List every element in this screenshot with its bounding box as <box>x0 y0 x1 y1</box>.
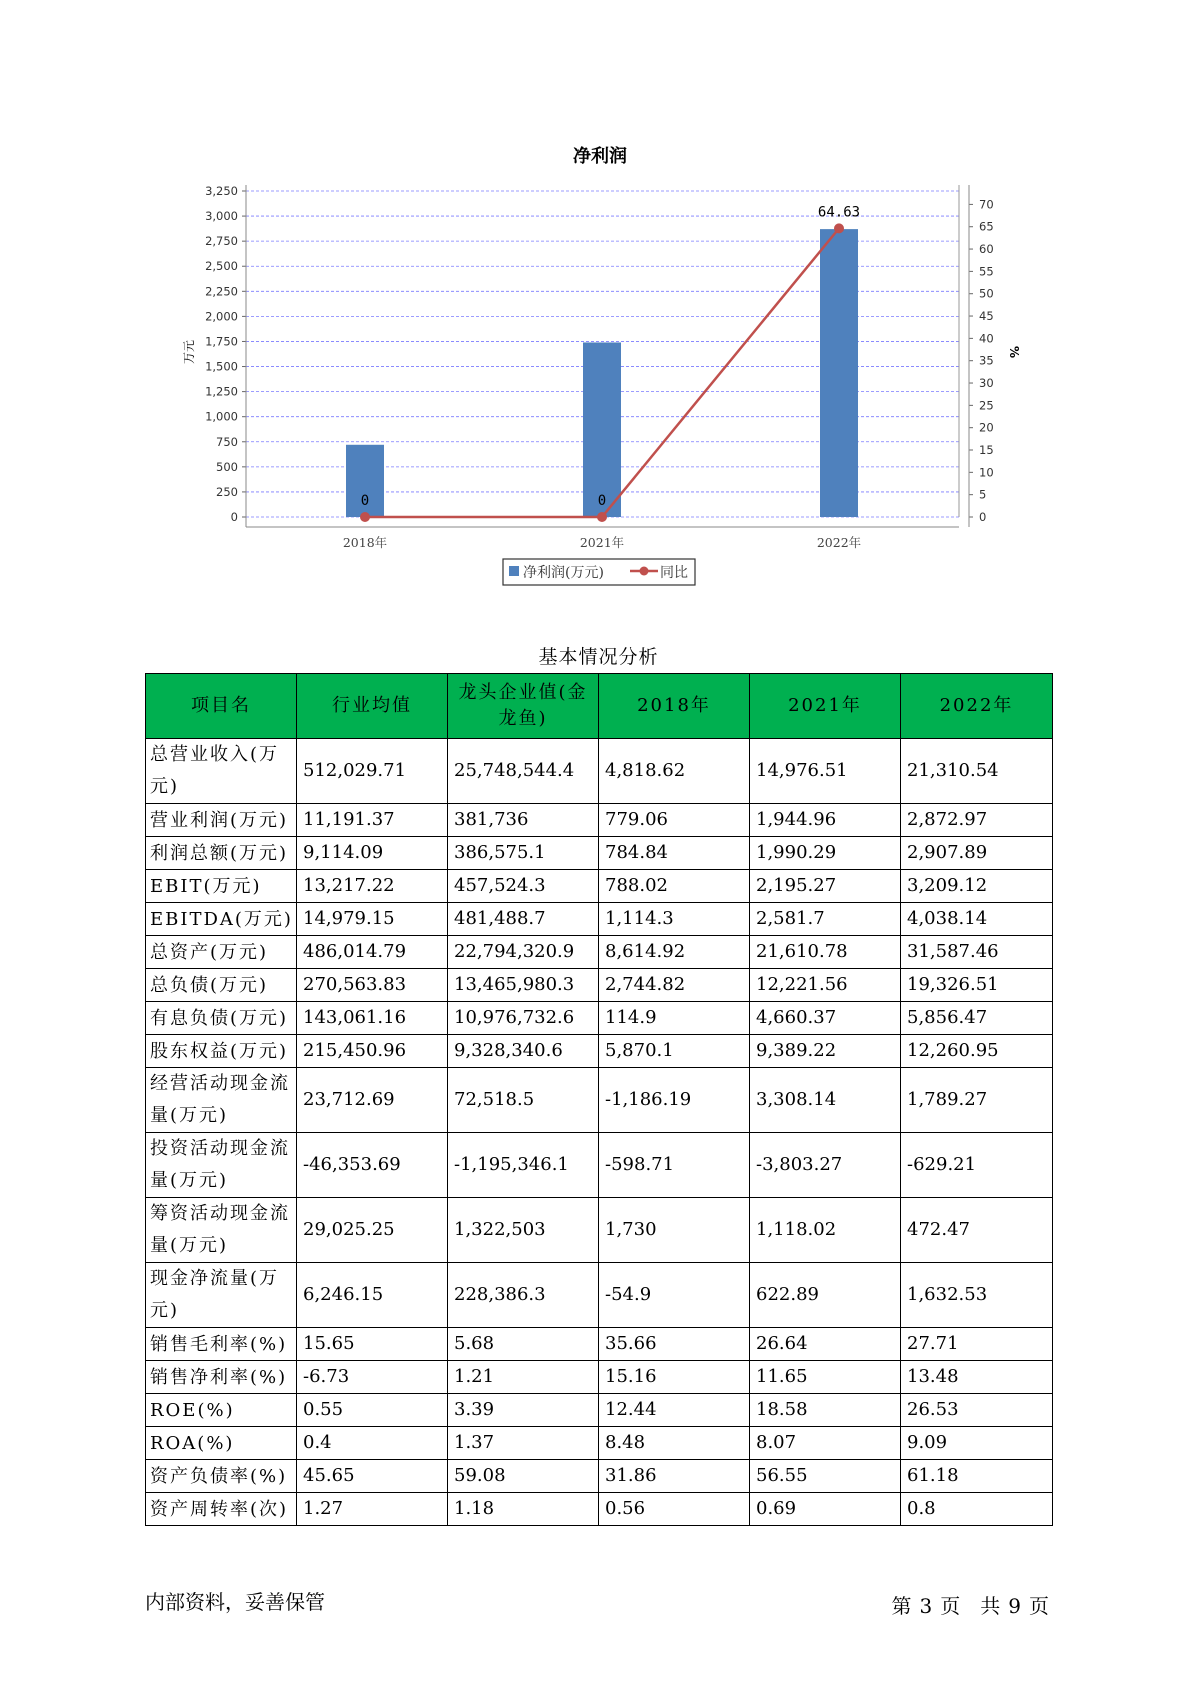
table-cell: 215,450.96 <box>297 1035 448 1068</box>
table-cell: 12,260.95 <box>901 1035 1053 1068</box>
table-cell: 8.07 <box>750 1427 901 1460</box>
table-cell: 1,730 <box>599 1198 750 1263</box>
table-cell: 35.66 <box>599 1328 750 1361</box>
legend-label-line: 同比 <box>660 565 688 581</box>
table-cell: 3,308.14 <box>750 1068 901 1133</box>
table-row <box>146 804 1053 837</box>
y2-axis-label: % <box>1007 345 1021 359</box>
y-tick-label: 250 <box>216 484 238 499</box>
table-cell: 481,488.7 <box>448 903 599 936</box>
table-cell: 1,789.27 <box>901 1068 1053 1133</box>
table-cell: 1,990.29 <box>750 837 901 870</box>
y-tick-label: 0 <box>230 510 238 524</box>
table-cell: 21,310.54 <box>901 739 1053 804</box>
row-label: 有息负债(万元) <box>146 1002 297 1035</box>
header-industry-avg: 行业均值 <box>297 674 448 739</box>
table-cell: 25,748,544.4 <box>448 739 599 804</box>
table-cell: -3,803.27 <box>750 1133 901 1198</box>
y2-tick-label: 35 <box>979 353 994 368</box>
table-cell: 779.06 <box>599 804 750 837</box>
table-cell: 228,386.3 <box>448 1263 599 1328</box>
table-cell: 9.09 <box>901 1427 1053 1460</box>
y-tick-label: 2,500 <box>205 259 238 274</box>
row-label: 总资产(万元) <box>146 936 297 969</box>
table-row <box>146 837 1053 870</box>
bar-net-profit <box>820 229 858 517</box>
point-yoy <box>597 512 607 522</box>
y-tick-label: 2,250 <box>205 284 238 299</box>
table-row <box>146 1460 1053 1493</box>
table-cell: 2,744.82 <box>599 969 750 1002</box>
y-tick-label: 2,750 <box>205 234 238 249</box>
table-cell: 12.44 <box>599 1394 750 1427</box>
table-cell: 5.68 <box>448 1328 599 1361</box>
y2-tick-label: 45 <box>979 309 994 324</box>
table-cell: 788.02 <box>599 870 750 903</box>
table-cell: 4,038.14 <box>901 903 1053 936</box>
table-cell: 0.56 <box>599 1493 750 1526</box>
x-tick-label: 2022年 <box>816 535 862 550</box>
table-cell: 486,014.79 <box>297 936 448 969</box>
table-cell: -54.9 <box>599 1263 750 1328</box>
table-cell: 0.8 <box>901 1493 1053 1526</box>
table-row <box>146 1328 1053 1361</box>
legend-label-bar: 净利润(万元) <box>523 565 604 581</box>
row-label: 股东权益(万元) <box>146 1035 297 1068</box>
legend-marker-yoy <box>640 567 649 576</box>
y-tick-label: 1,000 <box>205 409 238 424</box>
table-cell: 72,518.5 <box>448 1068 599 1133</box>
data-label: 0 <box>360 493 370 509</box>
table-cell: 8.48 <box>599 1427 750 1460</box>
table-row <box>146 936 1053 969</box>
x-tick-label: 2018年 <box>342 535 388 550</box>
y2-tick-label: 15 <box>979 443 994 458</box>
table-cell: 9,114.09 <box>297 837 448 870</box>
table-cell: 8,614.92 <box>599 936 750 969</box>
table-cell: -1,195,346.1 <box>448 1133 599 1198</box>
table-cell: 26.53 <box>901 1394 1053 1427</box>
table-row <box>146 1002 1053 1035</box>
table-cell: 457,524.3 <box>448 870 599 903</box>
y-tick-label: 2,000 <box>205 309 238 324</box>
y2-tick-label: 0 <box>979 510 987 524</box>
row-label: 经营活动现金流量(万元) <box>146 1068 297 1133</box>
y-axis-label: 万元 <box>182 339 196 365</box>
row-label: 销售毛利率(%) <box>146 1328 297 1361</box>
table-row <box>146 1035 1053 1068</box>
row-label: 营业利润(万元) <box>146 804 297 837</box>
data-label: 0 <box>597 493 607 509</box>
table-caption: 基本情况分析 <box>538 646 659 668</box>
net-profit-chart <box>0 0 1191 620</box>
table-cell: 1.18 <box>448 1493 599 1526</box>
bar-net-profit <box>583 342 621 517</box>
table-cell: 114.9 <box>599 1002 750 1035</box>
table-cell: 19,326.51 <box>901 969 1053 1002</box>
header-2021: 2021年 <box>750 674 901 739</box>
y2-tick-label: 10 <box>979 465 994 480</box>
y2-tick-label: 60 <box>979 242 994 257</box>
header-item-name: 项目名 <box>146 674 297 739</box>
table-row <box>146 1133 1053 1198</box>
table-cell: -598.71 <box>599 1133 750 1198</box>
table-body <box>146 739 1053 1526</box>
table-cell: 27.71 <box>901 1328 1053 1361</box>
table-cell: 13,465,980.3 <box>448 969 599 1002</box>
y2-tick-label: 70 <box>979 197 994 212</box>
table-cell: 1,632.53 <box>901 1263 1053 1328</box>
table-cell: 622.89 <box>750 1263 901 1328</box>
y2-tick-label: 5 <box>979 487 987 502</box>
row-label: ROE(%) <box>146 1394 297 1427</box>
y-tick-label: 3,250 <box>205 184 238 198</box>
table-cell: 0.69 <box>750 1493 901 1526</box>
table-cell: 59.08 <box>448 1460 599 1493</box>
y-tick-label: 1,750 <box>205 334 238 349</box>
row-label: 总负债(万元) <box>146 969 297 1002</box>
table-cell: 31,587.46 <box>901 936 1053 969</box>
table-cell: 5,856.47 <box>901 1002 1053 1035</box>
legend-swatch-bar <box>509 566 519 576</box>
y-tick-label: 1,250 <box>205 384 238 399</box>
table-cell: 23,712.69 <box>297 1068 448 1133</box>
table-cell: 13.48 <box>901 1361 1053 1394</box>
table-cell: 10,976,732.6 <box>448 1002 599 1035</box>
header-leader-value: 龙头企业值(金龙鱼) <box>448 674 599 739</box>
row-label: EBITDA(万元) <box>146 903 297 936</box>
table-cell: 15.16 <box>599 1361 750 1394</box>
table-cell: 0.55 <box>297 1394 448 1427</box>
page-number <box>888 1590 1053 1619</box>
table-row <box>146 1361 1053 1394</box>
table-cell: 4,660.37 <box>750 1002 901 1035</box>
table-cell: 11,191.37 <box>297 804 448 837</box>
table-cell: 1.27 <box>297 1493 448 1526</box>
row-label: 销售净利率(%) <box>146 1361 297 1394</box>
table-cell: 56.55 <box>750 1460 901 1493</box>
table-cell: 3.39 <box>448 1394 599 1427</box>
table-cell: 14,979.15 <box>297 903 448 936</box>
table-cell: 22,794,320.9 <box>448 936 599 969</box>
table-cell: 386,575.1 <box>448 837 599 870</box>
table-cell: 381,736 <box>448 804 599 837</box>
row-label: ROA(%) <box>146 1427 297 1460</box>
table-cell: 31.86 <box>599 1460 750 1493</box>
y2-tick-label: 40 <box>979 331 994 346</box>
table-row <box>146 739 1053 804</box>
page-prefix: 第 <box>891 1594 912 1618</box>
chart-title: 净利润 <box>573 146 627 167</box>
table-cell: -1,186.19 <box>599 1068 750 1133</box>
table-cell: 11.65 <box>750 1361 901 1394</box>
table-cell: 9,389.22 <box>750 1035 901 1068</box>
table-cell: 2,907.89 <box>901 837 1053 870</box>
row-label: 筹资活动现金流量(万元) <box>146 1198 297 1263</box>
basic-analysis-table <box>145 673 1053 1526</box>
table-cell: 1,114.3 <box>599 903 750 936</box>
row-label: EBIT(万元) <box>146 870 297 903</box>
table-cell: 61.18 <box>901 1460 1053 1493</box>
table-cell: 1,322,503 <box>448 1198 599 1263</box>
table-cell: -6.73 <box>297 1361 448 1394</box>
table-cell: 2,581.7 <box>750 903 901 936</box>
table-row <box>146 1263 1053 1328</box>
page-mid: 页 共 <box>940 1594 1001 1618</box>
table-row <box>146 1427 1053 1460</box>
table-cell: 26.64 <box>750 1328 901 1361</box>
table-cell: -629.21 <box>901 1133 1053 1198</box>
header-2018: 2018年 <box>599 674 750 739</box>
table-row <box>146 1198 1053 1263</box>
table-cell: 784.84 <box>599 837 750 870</box>
table-cell: 5,870.1 <box>599 1035 750 1068</box>
table-cell: 143,061.16 <box>297 1002 448 1035</box>
table-cell: 1,944.96 <box>750 804 901 837</box>
table-cell: 15.65 <box>297 1328 448 1361</box>
y-tick-label: 750 <box>216 434 238 449</box>
y-tick-label: 500 <box>216 459 238 474</box>
y-tick-label: 1,500 <box>205 359 238 374</box>
table-cell: 1,118.02 <box>750 1198 901 1263</box>
table-cell: 12,221.56 <box>750 969 901 1002</box>
y2-tick-label: 25 <box>979 398 994 413</box>
table-row <box>146 969 1053 1002</box>
y2-tick-label: 55 <box>979 264 994 279</box>
page-suffix: 页 <box>1029 1594 1049 1618</box>
data-label: 64.63 <box>817 204 861 221</box>
y2-tick-label: 50 <box>979 286 994 301</box>
row-label: 总营业收入(万元) <box>146 739 297 804</box>
table-row <box>146 870 1053 903</box>
y2-tick-label: 65 <box>979 219 994 234</box>
table-header-row <box>146 674 1053 739</box>
page-total: 9 <box>1008 1594 1021 1618</box>
table-cell: 472.47 <box>901 1198 1053 1263</box>
table-row <box>146 903 1053 936</box>
row-label: 资产周转率(次) <box>146 1493 297 1526</box>
point-yoy <box>834 223 844 233</box>
table-cell: 2,195.27 <box>750 870 901 903</box>
row-label: 投资活动现金流量(万元) <box>146 1133 297 1198</box>
table-cell: 4,818.62 <box>599 739 750 804</box>
table-cell: 21,610.78 <box>750 936 901 969</box>
table-cell: 1.21 <box>448 1361 599 1394</box>
y2-tick-label: 20 <box>979 420 994 435</box>
table-row <box>146 1394 1053 1427</box>
point-yoy <box>360 512 370 522</box>
table-cell: 14,976.51 <box>750 739 901 804</box>
row-label: 资产负债率(%) <box>146 1460 297 1493</box>
table-row <box>146 1068 1053 1133</box>
table-cell: 3,209.12 <box>901 870 1053 903</box>
table-cell: 6,246.15 <box>297 1263 448 1328</box>
table-cell: 270,563.83 <box>297 969 448 1002</box>
row-label: 利润总额(万元) <box>146 837 297 870</box>
page-current: 3 <box>919 1594 933 1618</box>
chart-svg <box>0 0 1191 620</box>
y2-tick-label: 30 <box>979 376 994 391</box>
y-tick-label: 3,000 <box>205 209 238 224</box>
table-row <box>146 1493 1053 1526</box>
table-cell: 29,025.25 <box>297 1198 448 1263</box>
row-label: 现金净流量(万元) <box>146 1263 297 1328</box>
table-cell: 13,217.22 <box>297 870 448 903</box>
table-cell: 18.58 <box>750 1394 901 1427</box>
table-cell: -46,353.69 <box>297 1133 448 1198</box>
table-cell: 9,328,340.6 <box>448 1035 599 1068</box>
table-cell: 45.65 <box>297 1460 448 1493</box>
table-cell: 512,029.71 <box>297 739 448 804</box>
header-2022: 2022年 <box>901 674 1053 739</box>
table-cell: 2,872.97 <box>901 804 1053 837</box>
table-cell: 1.37 <box>448 1427 599 1460</box>
footer-confidential-note: 内部资料，妥善保管 <box>145 1590 325 1614</box>
table-cell: 0.4 <box>297 1427 448 1460</box>
x-tick-label: 2021年 <box>579 535 625 550</box>
